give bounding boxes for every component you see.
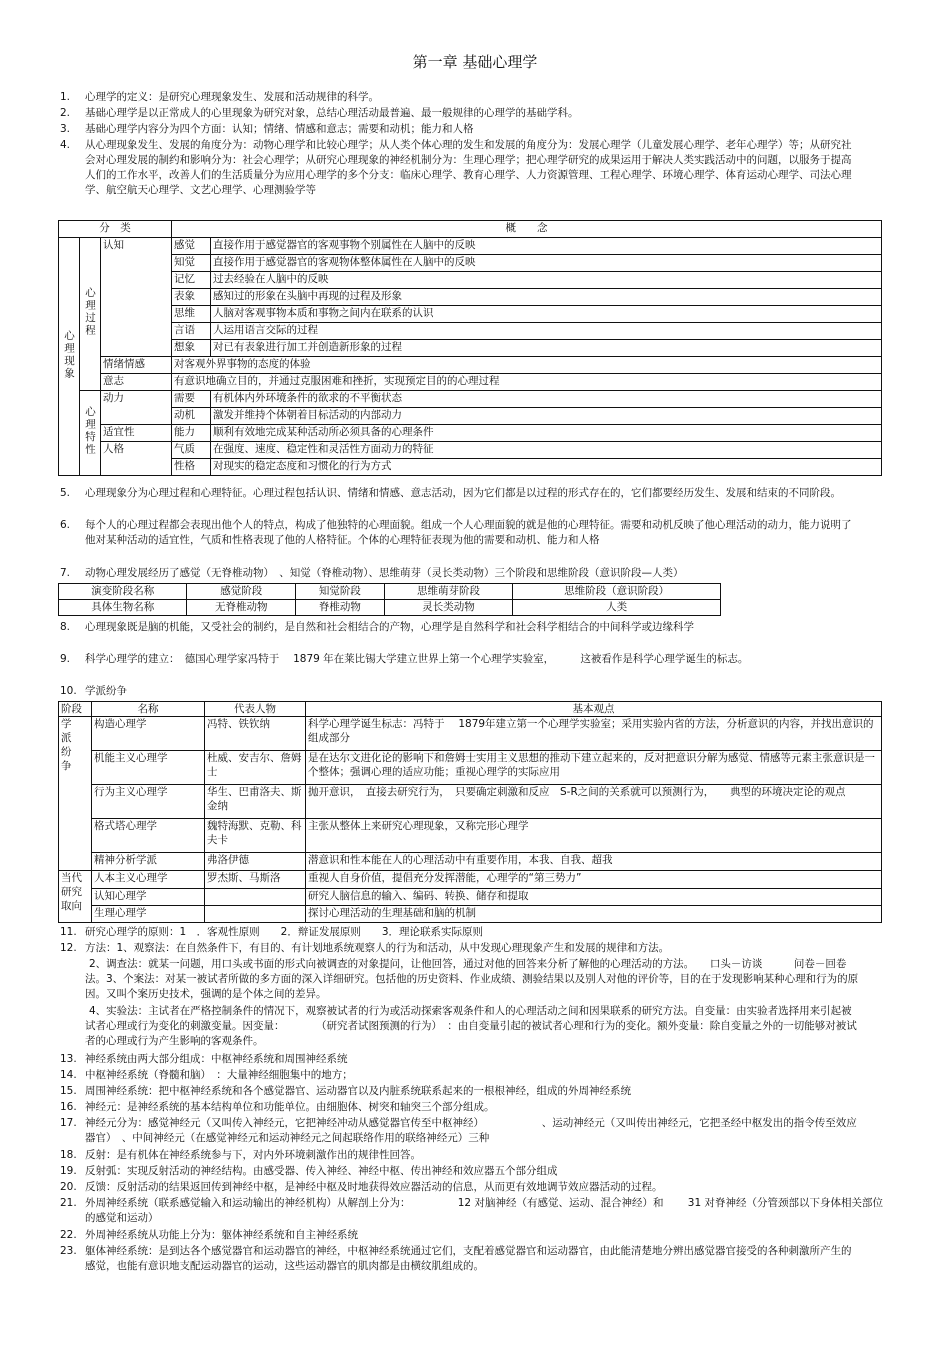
subcategory-label: 认知 xyxy=(101,238,172,357)
item-text: 外周神经系统从功能上分为：躯体神经系统和自主神经系统 xyxy=(85,1229,358,1241)
category-label: 心理特性 xyxy=(80,391,101,476)
school-name: 认知心理学 xyxy=(92,889,205,906)
list-item-21 xyxy=(60,1196,890,1226)
list-item-16 xyxy=(60,1100,860,1115)
list-item-12-cont2 xyxy=(60,1004,860,1049)
list-item-11 xyxy=(60,925,860,940)
term-cell: 需要 xyxy=(172,391,211,408)
item-number: 11. xyxy=(60,926,77,938)
group-label: 学派纷争 xyxy=(59,717,92,871)
term-cell: 能力 xyxy=(172,425,211,442)
page-title: 第一章 基础心理学 xyxy=(412,53,538,71)
school-name: 精神分析学派 xyxy=(92,853,205,871)
item-text: 基础心理学是以正常成人的心里现象为研究对象，总结心理活动最普遍、最一般规律的心理学的基础学科。 xyxy=(85,107,579,119)
category-label: 心理过程 xyxy=(80,238,101,391)
list-item-6 xyxy=(60,518,860,548)
term-cell: 动机 xyxy=(172,408,211,425)
group-label: 当代研究取向 xyxy=(59,871,92,923)
item-number: 19. xyxy=(60,1165,77,1177)
table-cell: 灵长类动物 xyxy=(384,600,512,616)
item-text: 神经元分为：感觉神经元（又叫传入神经元，它把神经冲动从感觉器官传至中枢神经） 、运动神经元（又叫传出神经元，它把圣经中枢发出的指令传至效应器官） 、中间神经元（在感觉神经元和运动神经元之间起联络作用的联络神经元）三种 xyxy=(85,1117,857,1144)
item-number: 21. xyxy=(60,1197,77,1209)
school-view: 研究人脑信息的输入、编码、转换、储存和提取 xyxy=(306,889,882,906)
table-cell: 无脊椎动物 xyxy=(187,600,296,616)
term-cell: 表象 xyxy=(172,289,211,306)
list-item-12-cont xyxy=(60,957,860,1002)
table-header: 基本观点 xyxy=(306,702,882,717)
item-number: 8. xyxy=(60,621,71,633)
item-number: 13. xyxy=(60,1053,77,1065)
item-number: 2. xyxy=(60,107,71,119)
item-text: 心理学的定义：是研究心理现象发生、发展和活动规律的科学。 xyxy=(85,91,379,103)
definition-cell: 对已有表象进行加工并创造新形象的过程 xyxy=(211,340,882,357)
item-number: 9. xyxy=(60,653,71,665)
table-header: 分 类 xyxy=(59,221,172,238)
item-text: 心理现象分为心理过程和心理特征。心理过程包括认识、情绪和情感、意志活动，因为它们都是以过程的形式存在的，它们都要经历发生、发展和结束的不同阶段。 xyxy=(85,487,841,499)
school-people xyxy=(205,906,306,923)
definition-cell: 激发并维持个体朝着目标活动的内部动力 xyxy=(211,408,882,425)
school-view: 抛开意识， 直接去研究行为， 只要确定刺激和反应 S-R之间的关系就可以预测行为， 典型的环境决定论的观点 xyxy=(306,785,882,819)
item-text: 基础心理学内容分为四个方面：认知；情绪、情感和意志；需要和动机；能力和人格 xyxy=(85,123,474,135)
school-view: 探讨心理活动的生理基础和脑的机制 xyxy=(306,906,882,923)
item-text: 方法：1、观察法：在自然条件下，有目的、有计划地系统观察人的行为和活动，从中发现心理现象产生和发展的规律和方法。 xyxy=(85,942,670,954)
table-header: 名称 xyxy=(92,702,205,717)
item-text: 中枢神经系统（脊髓和脑） ：大量神经细胞集中的地方； xyxy=(85,1069,353,1081)
item-text: 反馈：反射活动的结果返回传到神经中枢，是神经中枢及时地获得效应器活动的信息，从而更有效地调节效应器活动的过程。 xyxy=(85,1181,663,1193)
list-item-9 xyxy=(60,652,880,667)
list-item-2 xyxy=(60,106,860,121)
school-people: 冯特、铁钦纳 xyxy=(205,717,306,751)
item-text: 动物心理发展经历了感觉（无脊椎动物） 、知觉（脊椎动物）、思维萌芽（灵长类动物）三个阶段和思维阶段（意识阶段—人类） xyxy=(85,567,684,579)
table-cell: 思维萌芽阶段 xyxy=(384,584,512,600)
list-item-13 xyxy=(60,1052,860,1067)
table-cell: 知觉阶段 xyxy=(296,584,385,600)
school-name: 行为主义心理学 xyxy=(92,785,205,819)
definition-cell: 过去经验在人脑中的反映 xyxy=(211,272,882,289)
definition-cell: 人脑对客观事物本质和事物之间内在联系的认识 xyxy=(211,306,882,323)
item-text: 研究心理学的原则：1 ．客观性原则 2．辩证发展原则 3．理论联系实际原则 xyxy=(85,926,484,938)
item-text: 反射弧：实现反射活动的神经结构。由感受器、传入神经、神经中枢、传出神经和效应器五个部分组成 xyxy=(85,1165,558,1177)
item-number: 1. xyxy=(60,91,71,103)
definition-cell: 人运用语言交际的过程 xyxy=(211,323,882,340)
definition-cell: 对客观外界事物的态度的体验 xyxy=(172,357,882,374)
school-name: 生理心理学 xyxy=(92,906,205,923)
list-item-20 xyxy=(60,1180,860,1195)
list-item-17 xyxy=(60,1116,860,1146)
term-cell: 感觉 xyxy=(172,238,211,255)
term-cell: 思维 xyxy=(172,306,211,323)
school-people xyxy=(205,889,306,906)
item-number: 5. xyxy=(60,487,71,499)
item-text: 从心理现象发生、发展的角度分为：动物心理学和比较心理学；从人类个体心理的发生和发展的角度分为：发展心理学（儿童发展心理学、老年心理学）等；从研究社会对心理发展的制约和影响分为：社会心理学；从研究心理现象的神经机制分为：生理心理学；把心理学研究的成果运用于解决人类实践活动中的问题，以服务于提高人们的工作水平，改善人们的生活质量分为应用心理学的多个分支：临床心理学、教育心理学、人力资源管理、工程心理学、环境心理学、体育运动心理学、司法心理学、航空航天心理学、文艺心理学、心理测验学等 xyxy=(85,139,852,196)
item-number: 12. xyxy=(60,942,77,954)
item-number: 20. xyxy=(60,1181,77,1193)
list-item-4 xyxy=(60,138,860,198)
table-cell: 脊椎动物 xyxy=(296,600,385,616)
item-number: 4. xyxy=(60,139,71,151)
school-view: 潜意识和性本能在人的心理活动中有重要作用，本我、自我、超我 xyxy=(306,853,882,871)
item-number: 17. xyxy=(60,1117,77,1129)
item-text: 每个人的心理过程都会表现出他个人的特点，构成了他独特的心理面貌。组成一个人心理面貌的就是他的心理特征。需要和动机反映了他心理活动的动力，能力说明了他对某种活动的适宜性，气质和性格表现了他的人格特征。个体的心理特征表现为他的需要和动机、能力和人格 xyxy=(85,519,852,546)
item-text: 2、调查法：就某一问题，用口头或书面的形式向被调查的对象提问，让他回答，通过对他的回答来分析了解他的心理活动的方法。 口头－访谈 问卷－回卷法。3、个案法：对某一被试者所做的多方面的深入详细研究。包括他的历史资料、作业成绩、测验结果以及别人对他的评价等，目的在于发现影响某种心理和行为的原因。又叫个案历史技术，强调的是个体之间的差异。 xyxy=(85,958,859,1000)
table-cell: 具体生物名称 xyxy=(59,600,187,616)
list-item-3 xyxy=(60,122,860,137)
table-cell: 感觉阶段 xyxy=(187,584,296,600)
definition-cell: 感知过的形象在头脑中再现的过程及形象 xyxy=(211,289,882,306)
list-item-5 xyxy=(60,486,860,501)
term-cell: 记忆 xyxy=(172,272,211,289)
list-item-15 xyxy=(60,1084,860,1099)
subcategory-label: 适宜性 xyxy=(101,425,172,442)
item-number: 7. xyxy=(60,567,71,579)
list-item-1 xyxy=(60,90,860,105)
definition-cell: 对现实的稳定态度和习惯化的行为方式 xyxy=(211,459,882,476)
school-name: 构造心理学 xyxy=(92,717,205,751)
table-cell: 人类 xyxy=(513,600,721,616)
item-text: 心理现象既是脑的机能，又受社会的制约，是自然和社会相结合的产物，心理学是自然科学和社会科学相结合的中间科学或边缘科学 xyxy=(85,621,694,633)
term-cell: 想象 xyxy=(172,340,211,357)
item-number: 3. xyxy=(60,123,71,135)
definition-cell: 直接作用于感觉器官的客观物体整体属性在人脑中的反映 xyxy=(211,255,882,272)
definition-cell: 直接作用于感觉器官的客观事物个别属性在人脑中的反映 xyxy=(211,238,882,255)
list-item-10 xyxy=(60,684,860,699)
definition-cell: 顺利有效地完成某种活动所必须具备的心理条件 xyxy=(211,425,882,442)
item-number: 6. xyxy=(60,519,71,531)
subcategory-label: 人格 xyxy=(101,442,172,476)
school-people: 弗洛伊德 xyxy=(205,853,306,871)
item-text: 反射：是有机体在神经系统参与下，对内外环境刺激作出的规律性回答。 xyxy=(85,1149,421,1161)
category-label: 心理现象 xyxy=(59,238,80,476)
list-item-12 xyxy=(60,941,860,956)
school-view: 是在达尔文进化论的影响下和詹姆士实用主义思想的推动下建立起来的，反对把意识分解为感觉、情感等元素主张意识是一个整体；强调心理的适应功能；重视心理学的实际应用 xyxy=(306,751,882,785)
school-people: 华生、巴甫洛夫、斯金纳 xyxy=(205,785,306,819)
item-text: 神经元：是神经系统的基本结构单位和功能单位。由细胞体、树突和轴突三个部分组成。 xyxy=(85,1101,495,1113)
item-number: 22. xyxy=(60,1229,77,1241)
definition-cell: 有意识地确立目的，并通过克服困难和挫折，实现预定目的的心理过程 xyxy=(172,374,882,391)
item-text: 外周神经系统（联系感觉输入和运动输出的神经机构）从解剖上分为： 12 对脑神经（有感觉、运动、混合神经）和 31 对脊神经（分管颈部以下身体相关部位的感觉和运动） xyxy=(85,1197,883,1224)
subcategory-label: 动力 xyxy=(101,391,172,425)
schools-table xyxy=(58,701,882,923)
item-number: 15. xyxy=(60,1085,77,1097)
table-header: 阶段 xyxy=(59,702,92,717)
item-text: 科学心理学的建立： 德国心理学家冯特于 1879 年在莱比锡大学建立世界上第一个心理学实验室， 这被看作是科学心理学诞生的标志。 xyxy=(85,653,749,665)
list-item-18 xyxy=(60,1148,860,1163)
school-view: 科学心理学诞生标志：冯特于 1879年建立第一个心理学实验室；采用实验内省的方法，分析意识的内容，并找出意识的组成部分 xyxy=(306,717,882,751)
school-people: 罗杰斯、马斯洛 xyxy=(205,871,306,889)
school-name: 格式塔心理学 xyxy=(92,819,205,853)
table-header: 概 念 xyxy=(172,221,882,238)
item-text: 周围神经系统：把中枢神经系统和各个感觉器官、运动器官以及内脏系统联系起来的一根根神经，组成的外周神经系统 xyxy=(85,1085,631,1097)
list-item-19 xyxy=(60,1164,860,1179)
school-people: 杜威、安吉尔、詹姆士 xyxy=(205,751,306,785)
list-item-22 xyxy=(60,1228,860,1243)
item-text: 神经系统由两大部分组成：中枢神经系统和周围神经系统 xyxy=(85,1053,348,1065)
subcategory-label: 意志 xyxy=(101,374,172,391)
school-view: 主张从整体上来研究心理现象，又称完形心理学 xyxy=(306,819,882,853)
list-item-7 xyxy=(60,566,880,581)
school-people: 魏特海默、克勒、科夫卡 xyxy=(205,819,306,853)
item-text: 学派纷争 xyxy=(85,685,127,697)
term-cell: 知觉 xyxy=(172,255,211,272)
item-number: 16. xyxy=(60,1101,77,1113)
school-name: 机能主义心理学 xyxy=(92,751,205,785)
animal-stage-table xyxy=(58,583,721,616)
item-number: 18. xyxy=(60,1149,77,1161)
school-view: 重视人自身价值，提倡充分发挥潜能，心理学的“第三势力” xyxy=(306,871,882,889)
list-item-23 xyxy=(60,1244,860,1274)
term-cell: 气质 xyxy=(172,442,211,459)
item-text: 4、实验法：主试者在严格控制条件的情况下，观察被试者的行为或活动探索客观条件和人的心理活动之间和因果联系的研究方法。自变量：由实验者选择用来引起被试者心理或行为变化的刺激变量。因变量： （研究者试图预测的行为） ：由自变量引起的被试者心理和行为的变化。额外变量：除自变量之外的一切能够对被试者的心理或行为产生影响的客观条件。 xyxy=(85,1005,857,1047)
psych-phenomena-table xyxy=(58,220,882,476)
item-number: 23. xyxy=(60,1245,77,1257)
item-number: 14. xyxy=(60,1069,77,1081)
term-cell: 性格 xyxy=(172,459,211,476)
definition-cell: 在强度、速度、稳定性和灵活性方面动力的特征 xyxy=(211,442,882,459)
item-text: 躯体神经系统：是到达各个感觉器官和运动器官的神经，中枢神经系统通过它们，支配着感觉器官和运动器官，由此能清楚地分辨出感觉器官接受的各种刺激所产生的感觉，也能有意识地支配运动器官的运动，这些运动器官的肌肉都是由横纹肌组成的。 xyxy=(85,1245,852,1272)
table-cell: 演变阶段名称 xyxy=(59,584,187,600)
school-name: 人本主义心理学 xyxy=(92,871,205,889)
list-item-14 xyxy=(60,1068,860,1083)
list-item-8 xyxy=(60,620,860,635)
table-cell: 思维阶段（意识阶段） xyxy=(513,584,721,600)
term-cell: 言语 xyxy=(172,323,211,340)
item-number: 10. xyxy=(60,685,77,697)
table-header: 代表人物 xyxy=(205,702,306,717)
subcategory-label: 情绪情感 xyxy=(101,357,172,374)
definition-cell: 有机体内外环境条件的欲求的不平衡状态 xyxy=(211,391,882,408)
